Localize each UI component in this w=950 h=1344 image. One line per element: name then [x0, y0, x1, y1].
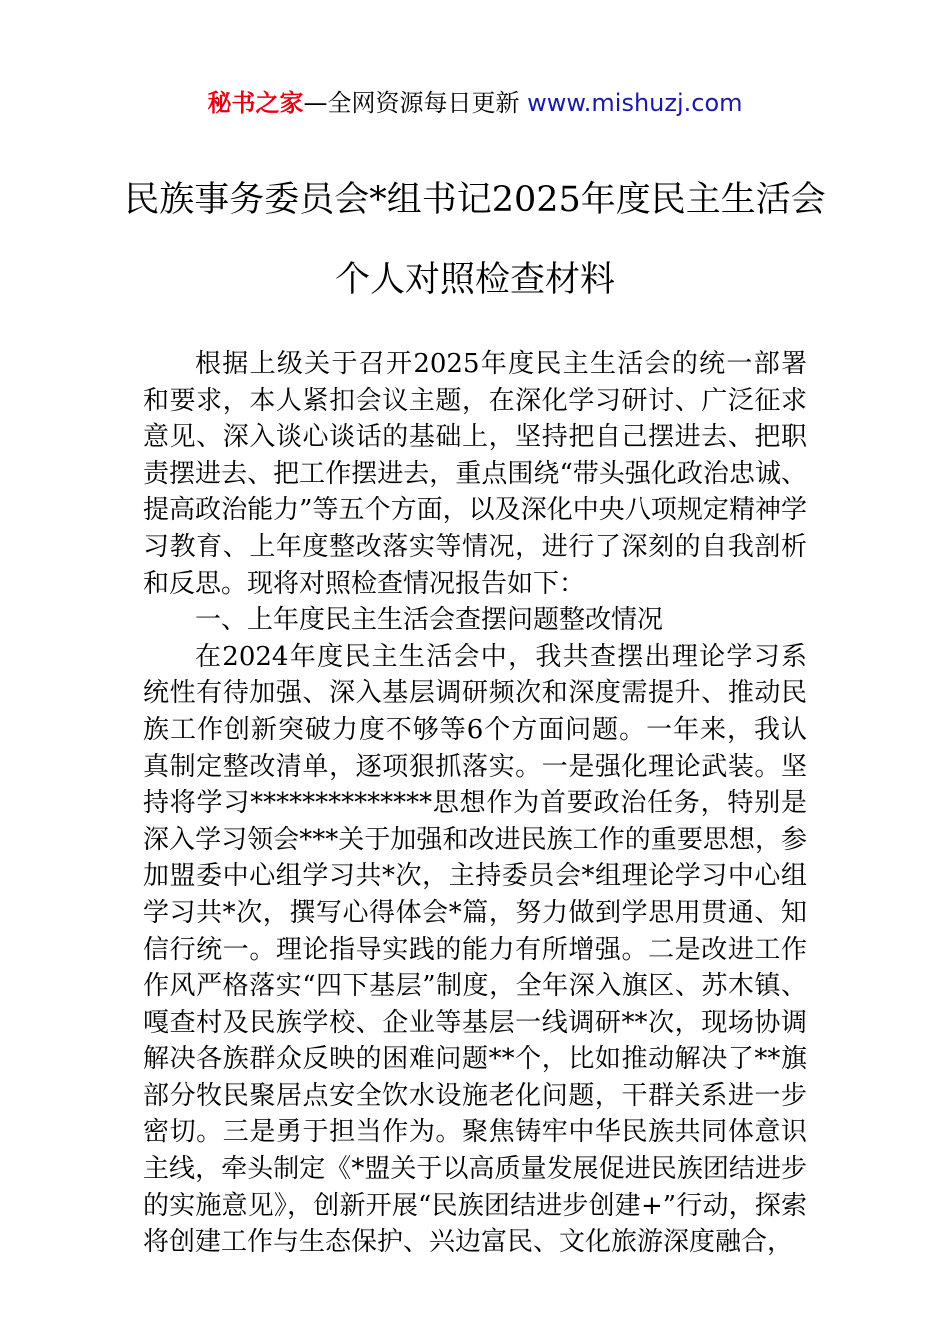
- document-body: [143, 346, 807, 1261]
- body-paragraph: 在2024年度民主生活会中，我共查摆出理论学习系统性有待加强、深入基层调研频次和深度需提升、推动民族工作创新突破力度不够等6个方面问题。一年来，我认真制定整改清单，逐项狠抓落实。一是强化理论武装。坚持将学习**************思想作为首要政治任务，特别是深入学习领会***关于加强和改进民族工作的重要思想，参加盟委中心组学习共*次，主持委员会*组理论学习中心组学习共*次，撰写心得体会*篇，努力做到学思用贯通、知信行统一。理论指导实践的能力有所增强。二是改进工作作风严格落实“四下基层”制度，全年深入旗区、苏木镇、嘎查村及民族学校、企业等基层一线调研**次，现场协调解决各族群众反映的困难问题**个，比如推动解决了**旗部分牧民聚居点安全饮水设施老化问题，干群关系进一步密切。三是勇于担当作为。聚焦铸牢中华民族共同体意识主线，牵头制定《*盟关于以高质量发展促进民族团结进步的实施意见》，创新开展“民族团结进步创建+”行动，探索将创建工作与生态保护、兴边富民、文化旅游深度融合，: [143, 641, 807, 1258]
- site-brand: 秘书之家: [207, 89, 304, 117]
- intro-paragraph: 根据上级关于召开2025年度民主生活会的统一部署和要求，本人紧扣会议主题，在深化学习研讨、广泛征求意见、深入谈心谈话的基础上，坚持把自己摆进去、把职责摆进去、把工作摆进去，重点围绕“带头强化政治忠诚、提高政治能力”等五个方面，以及深化中央八项规定精神学习教育、上年度整改落实等情况，进行了深刻的自我剖析和反思。现将对照检查情况报告如下：: [143, 349, 807, 599]
- site-url-link[interactable]: www.mishuzj.com: [527, 89, 743, 117]
- site-header: [0, 86, 950, 120]
- document-title: 民族事务委员会*组书记2025年度民主生活会个人对照检查材料: [124, 180, 826, 300]
- section-heading: 一、上年度民主生活会查摆问题整改情况: [195, 605, 664, 636]
- site-slogan: —全网资源每日更新: [303, 89, 528, 117]
